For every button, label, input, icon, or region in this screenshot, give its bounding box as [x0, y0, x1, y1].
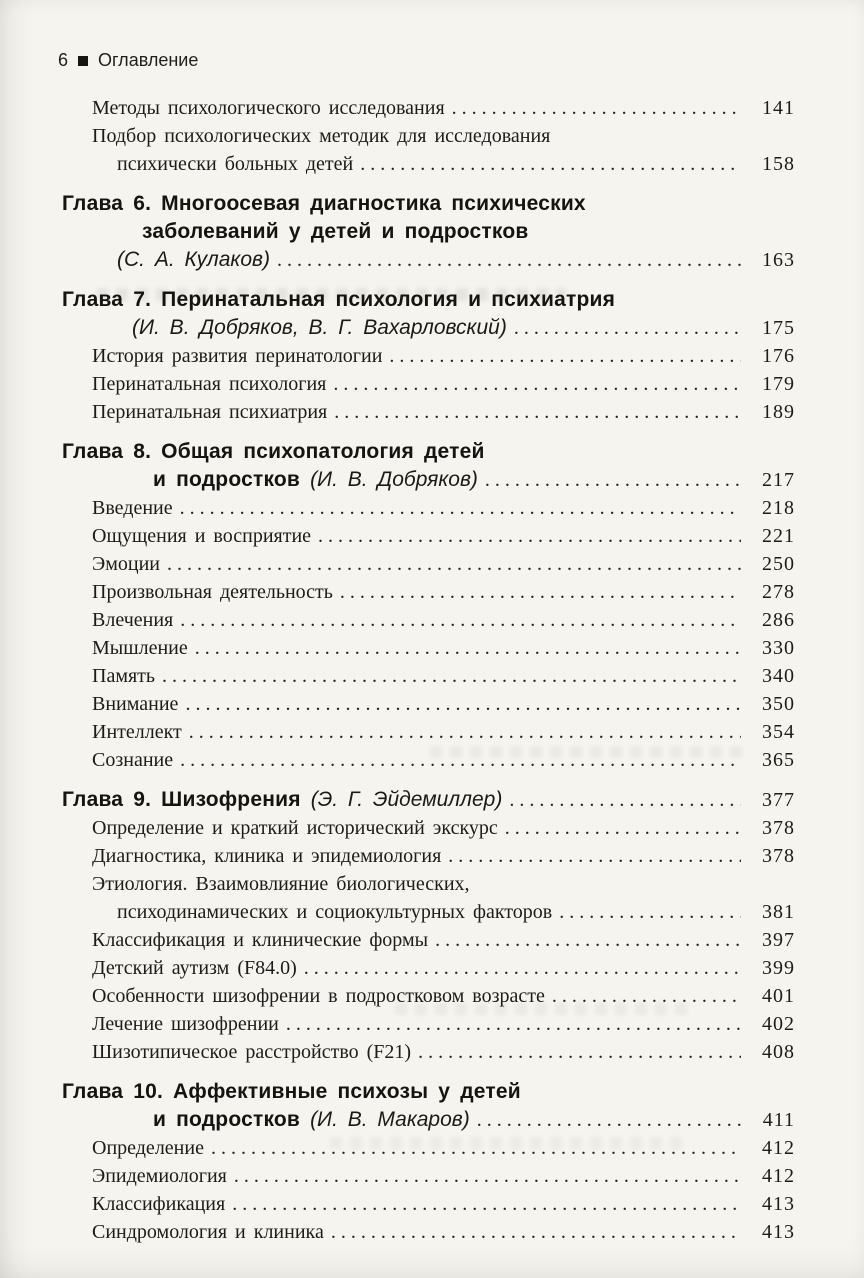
toc-line-text: [62, 286, 615, 316]
chapter-authors-text: (И. В. Добряков): [310, 468, 478, 491]
toc-line-text: [92, 1010, 279, 1040]
toc-line-text: [92, 842, 441, 872]
toc-line-text: [153, 466, 478, 496]
toc-entry-line: [0, 1218, 795, 1246]
dot-leader: [340, 578, 741, 606]
toc-line-text: [92, 522, 311, 552]
toc-entry-line: [0, 718, 795, 746]
section-title-text: Диагностика, клиника и эпидемиология: [92, 845, 442, 867]
page-ref-number: 354: [762, 721, 795, 743]
toc-line-text: [92, 1190, 225, 1220]
toc-line-text: [92, 814, 498, 844]
section-title-text: Классификация и клинические формы: [92, 929, 429, 951]
dot-leader: [333, 370, 741, 398]
section-title-text: Синдромология и клиника: [92, 1221, 324, 1243]
section-title-text: История развития перинатологии: [92, 345, 383, 367]
toc-chapter-line: [0, 466, 795, 494]
toc-entry-line: [0, 370, 795, 398]
toc-entry-line: [0, 246, 795, 274]
toc-line-text: [92, 1038, 411, 1068]
toc-line-text: [117, 898, 552, 928]
toc-entry-line: [0, 1190, 795, 1218]
page-ref-number: 412: [762, 1165, 795, 1187]
toc-line-text: [92, 94, 445, 124]
toc-line-text: [62, 1078, 521, 1108]
page-ref-number: 179: [762, 373, 795, 395]
dot-leader: [304, 954, 741, 982]
page-ref-number: 378: [762, 817, 795, 839]
page-ref-number: 189: [762, 401, 795, 423]
section-title-text: Интеллект: [92, 721, 182, 743]
section-title-text: психодинамических и социокультурных факторов: [117, 901, 553, 923]
dot-leader: [232, 1190, 741, 1218]
toc-entry-line: [0, 954, 795, 982]
section-title-text: Определение и краткий исторический экскурс: [92, 817, 498, 839]
section-title-text: Этиология. Взаимовлияние биологических,: [92, 873, 470, 895]
chapter-authors-text: (С. А. Кулаков): [117, 248, 270, 271]
page-ref-number: 399: [762, 957, 795, 979]
page-ref-number: 401: [762, 985, 795, 1007]
section-title-text: Шизотипическое расстройство (F21): [92, 1041, 412, 1063]
toc-entry-line: [0, 746, 795, 774]
toc-line-text: [92, 662, 155, 692]
section-title-text: Введение: [92, 497, 173, 519]
page-ref-number: 340: [762, 665, 795, 687]
page-ref-number: 217: [762, 469, 795, 491]
section-title-text: Перинатальная психиатрия: [92, 401, 328, 423]
toc-entry-line: [0, 494, 795, 522]
dot-leader: [286, 1010, 741, 1038]
toc-line-text: [62, 786, 502, 816]
dot-leader: [505, 814, 741, 842]
dot-leader: [318, 522, 741, 550]
toc-chapter-line: [0, 218, 795, 246]
dot-leader: [360, 150, 741, 178]
section-title-text: психически больных детей: [117, 153, 354, 175]
toc-chapter-line: [0, 438, 795, 466]
toc-entry-line: [0, 634, 795, 662]
page-ref-number: 278: [762, 581, 795, 603]
toc-entry-line: [0, 898, 795, 926]
toc-line-text: [92, 122, 550, 152]
page-ref-number: 218: [762, 497, 795, 519]
toc-entry-line: [0, 398, 795, 426]
toc-entry-line: [0, 982, 795, 1010]
section-title-text: Детский аутизм (F84.0): [92, 957, 297, 979]
section-title-text: Мышление: [92, 637, 188, 659]
section-title-text: Методы психологического исследования: [92, 97, 445, 119]
dot-leader: [389, 342, 741, 370]
chapter-authors-text: (И. В. Макаров): [310, 1108, 470, 1131]
section-title-text: Ощущения и восприятие: [92, 525, 312, 547]
page-ref-number: 378: [762, 845, 795, 867]
toc-entry-line: [0, 926, 795, 954]
page-ref-number: 350: [762, 693, 795, 715]
dot-leader: [277, 246, 741, 274]
toc-line-text: [92, 1218, 324, 1248]
section-title-text: Определение: [92, 1137, 204, 1159]
toc-entry-line: [0, 662, 795, 690]
toc-line-text: [92, 690, 178, 720]
section-title-text: Произвольная деятельность: [92, 581, 333, 603]
chapter-title-text: Глава 10. Аффективные психозы у детей: [62, 1080, 521, 1103]
section-title-text: Память: [92, 665, 156, 687]
toc-entry-line: [0, 522, 795, 550]
dot-leader: [559, 898, 741, 926]
dot-leader: [552, 982, 741, 1010]
toc-line-text: [92, 982, 545, 1012]
toc-entry-line: [0, 842, 795, 870]
page-ref-number: 381: [762, 901, 795, 923]
dot-leader: [185, 690, 741, 718]
chapter-title-text: Глава 6. Многоосевая диагностика психических: [62, 192, 586, 215]
section-title-text: Лечение шизофрении: [92, 1013, 279, 1035]
toc-chapter-line: [0, 1078, 795, 1106]
dot-leader: [509, 786, 741, 814]
toc-line-text: [92, 718, 182, 748]
toc-chapter-line: [0, 190, 795, 218]
chapter-authors-text: (Э. Г. Эйдемиллер): [310, 788, 503, 811]
toc-line-text: [92, 606, 173, 636]
toc-entry-line: [0, 550, 795, 578]
section-title-text: Перинатальная психология: [92, 373, 327, 395]
toc-line-text: [92, 578, 333, 608]
toc-line-text: [117, 246, 270, 276]
chapter-title-text: заболеваний у детей и подростков: [142, 220, 529, 243]
dot-leader: [435, 926, 741, 954]
toc-entry-line: [0, 1134, 795, 1162]
page-ref-number: 141: [762, 97, 795, 119]
chapter-title-text: Глава 8. Общая психопатология детей: [62, 440, 485, 463]
toc-entry-line: [0, 122, 795, 150]
dot-leader: [180, 494, 741, 522]
toc-line-text: [92, 370, 326, 400]
dot-leader: [195, 634, 741, 662]
toc-line-text: [62, 190, 586, 220]
toc-line-text: [132, 314, 507, 344]
section-title-text: Влечения: [92, 609, 174, 631]
dot-leader: [452, 94, 741, 122]
dot-leader: [331, 1218, 741, 1246]
toc-line-text: [92, 550, 160, 580]
toc-chapter-line: [0, 1106, 795, 1134]
toc-entry-line: [0, 150, 795, 178]
chapter-title-text: и подростков: [153, 468, 311, 491]
dot-leader: [234, 1162, 741, 1190]
chapter-title-text: Глава 7. Перинатальная психология и психиатрия: [62, 288, 616, 311]
page-ref-number: 412: [762, 1137, 795, 1159]
page-ref-number: 163: [762, 249, 795, 271]
chapter-title-text: и подростков: [153, 1108, 311, 1131]
header-page-number: 6: [58, 50, 69, 70]
page-ref-number: 175: [762, 317, 795, 339]
dot-leader: [514, 314, 741, 342]
toc-entry-line: [0, 606, 795, 634]
toc-line-text: [92, 494, 173, 524]
page-ref-number: 158: [762, 153, 795, 175]
toc-line-text: [92, 342, 382, 372]
section-title-text: Внимание: [92, 693, 179, 715]
chapter-title-text: Глава 9. Шизофрения: [62, 788, 311, 811]
toc-line-text: [92, 1134, 204, 1164]
section-title-text: Эпидемиология: [92, 1165, 227, 1187]
section-title-text: Сознание: [92, 749, 174, 771]
page-ref-number: 408: [762, 1041, 795, 1063]
toc-entry-line: [0, 342, 795, 370]
section-title-text: Особенности шизофрении в подростковом возрасте: [92, 985, 545, 1007]
toc-entry-line: [0, 814, 795, 842]
header-title: Оглавление: [98, 50, 199, 70]
toc-line-text: [92, 954, 297, 984]
dot-leader: [334, 398, 741, 426]
page-ref-number: 250: [762, 553, 795, 575]
toc-line-text: [92, 926, 428, 956]
dot-leader: [180, 606, 741, 634]
section-title-text: Классификация: [92, 1193, 226, 1215]
toc-entry-line: [0, 1162, 795, 1190]
page-ref-number: 402: [762, 1013, 795, 1035]
dot-leader: [162, 662, 741, 690]
toc-entry-line: [0, 1038, 795, 1066]
dot-leader: [485, 466, 741, 494]
dot-leader: [189, 718, 741, 746]
dot-leader: [418, 1038, 741, 1066]
toc-line-text: [62, 438, 485, 468]
toc-line-text: [92, 870, 470, 900]
chapter-authors-text: (И. В. Добряков, В. Г. Вахарловский): [132, 316, 507, 339]
toc-entry-line: [0, 1010, 795, 1038]
section-title-text: Эмоции: [92, 553, 160, 575]
toc-line-text: [117, 150, 353, 180]
page-ref-number: 397: [762, 929, 795, 951]
toc-entry-line: [0, 314, 795, 342]
page-ref-number: 411: [762, 1109, 795, 1131]
toc-entry-line: [0, 870, 795, 898]
page-ref-number: 221: [762, 525, 795, 547]
toc-line-text: [142, 218, 529, 248]
page-ref-number: 286: [762, 609, 795, 631]
toc-entry-line: [0, 578, 795, 606]
dot-leader: [167, 550, 741, 578]
dot-leader: [477, 1106, 741, 1134]
section-title-text: Подбор психологических методик для исследования: [92, 125, 551, 147]
page-ref-number: 176: [762, 345, 795, 367]
page-ref-number: 377: [762, 789, 795, 811]
dot-leader: [180, 746, 741, 774]
toc-line-text: [92, 746, 173, 776]
toc-chapter-line: [0, 286, 795, 314]
toc-line-text: [92, 634, 188, 664]
toc-line-text: [153, 1106, 470, 1136]
toc-entry-line: [0, 94, 795, 122]
page-ref-number: 413: [762, 1193, 795, 1215]
toc-line-text: [92, 1162, 227, 1192]
dot-leader: [448, 842, 741, 870]
page-ref-number: 365: [762, 749, 795, 771]
page-ref-number: 413: [762, 1221, 795, 1243]
toc-entry-line: [0, 690, 795, 718]
page-ref-number: 330: [762, 637, 795, 659]
dot-leader: [211, 1134, 741, 1162]
toc-line-text: [92, 398, 327, 428]
toc-chapter-line: [0, 786, 795, 814]
